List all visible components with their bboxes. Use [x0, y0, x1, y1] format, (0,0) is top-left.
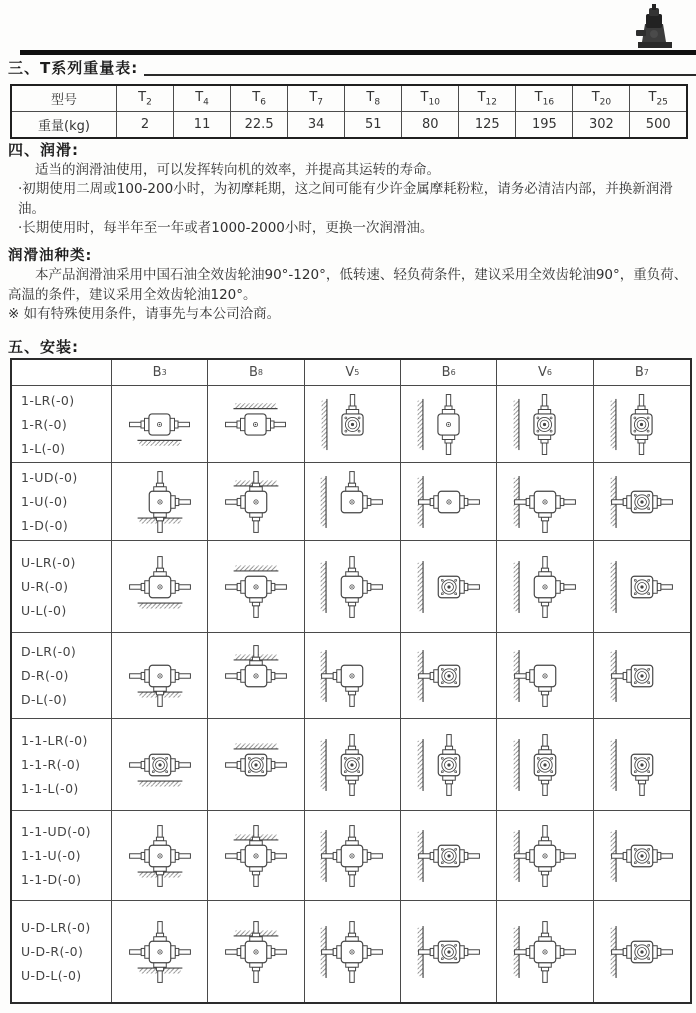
install-drawing-cell: [497, 719, 593, 811]
weight-value-cell: 11: [174, 112, 231, 139]
gearbox-drawing-icon: [406, 553, 492, 621]
install-drawing-cell: [401, 541, 497, 633]
install-drawing-cell: [305, 901, 401, 1002]
gearbox-drawing-icon: [406, 822, 492, 890]
gearbox-drawing-icon: [502, 391, 587, 458]
gearbox-drawing-icon: [599, 822, 685, 890]
install-drawing-cell: [112, 541, 208, 633]
install-corner-cell: [12, 360, 112, 386]
install-drawing-cell: [497, 463, 593, 541]
weight-value-cell: 22.5: [231, 112, 288, 139]
install-row-label: [12, 719, 112, 811]
install-drawing-cell: [208, 633, 304, 719]
install-row-label-line: 1-1-L(-0): [21, 781, 79, 796]
gearbox-drawing-icon: [406, 391, 491, 458]
lubricant-types-text: 本产品润滑油采用中国石油全效齿轮油90°-120°，低转速、轻负荷条件，建议采用全效齿轮油90°，重负荷、高温的条件，建议采用全效齿轮油120°。: [8, 267, 688, 303]
install-col-header-b6: B 6: [401, 360, 497, 386]
gearbox-drawing-icon: [213, 822, 299, 890]
install-drawing-cell: [594, 541, 690, 633]
gearbox-drawing-icon: [213, 731, 299, 799]
gearbox-drawing-icon: [309, 731, 395, 799]
weight-value-cell: 80: [402, 112, 459, 139]
install-drawing-cell: [112, 633, 208, 719]
weight-value-cell: 51: [345, 112, 402, 139]
weight-table-model-row: [11, 85, 687, 112]
model-cell: $T_{12}$: [459, 85, 516, 112]
install-drawing-cell: [305, 386, 401, 463]
gearbox-drawing-icon: [213, 642, 299, 710]
gearbox-drawing-icon: [309, 468, 395, 536]
gearbox-drawing-icon: [502, 822, 588, 890]
gearbox-drawing-icon: [406, 468, 492, 536]
weight-value-cell: 34: [288, 112, 345, 139]
install-drawing-cell: [594, 811, 690, 901]
install-drawing-cell: [594, 719, 690, 811]
install-col-header-b3: B 3: [112, 360, 208, 386]
install-drawing-cell: [594, 901, 690, 1002]
gearbox-drawing-icon: [309, 553, 395, 621]
model-cell: $T_4$: [174, 85, 231, 112]
gearbox-drawing-icon: [117, 822, 203, 890]
model-cell: $T_8$: [345, 85, 402, 112]
install-drawing-cell: [594, 463, 690, 541]
install-row-label: [12, 633, 112, 719]
gearbox-drawing-icon: [599, 391, 684, 458]
install-drawing-cell: [497, 811, 593, 901]
install-drawing-cell: [594, 633, 690, 719]
gearbox-drawing-icon: [406, 918, 492, 986]
lubrication-bullet-1: ·初期使用二周或100-200小时，为初摩耗期，这之间可能有少许金属摩耗粉粒，请务必清洁内部，并换新润滑油。: [18, 181, 673, 217]
install-row-label-line: 1-1-U(-0): [21, 848, 81, 863]
gearbox-drawing-icon: [599, 731, 685, 799]
install-row-label-line: 1-UD(-0): [21, 470, 78, 485]
model-cell: $T_{20}$: [573, 85, 630, 112]
install-drawing-cell: [305, 541, 401, 633]
gearbox-drawing-icon: [117, 553, 203, 621]
model-cell: $T_{25}$: [630, 85, 687, 112]
install-col-header-b7: B 7: [594, 360, 690, 386]
install-drawing-cell: [305, 719, 401, 811]
install-row-label: [12, 541, 112, 633]
install-drawing-cell: [401, 811, 497, 901]
install-drawing-cell: [112, 901, 208, 1002]
weight-value-cell: 302: [573, 112, 630, 139]
gearbox-drawing-icon: [406, 731, 492, 799]
install-drawing-cell: [305, 811, 401, 901]
gearbox-drawing-icon: [213, 553, 299, 621]
install-drawing-cell: [208, 386, 304, 463]
weight-table-weight-row: [11, 112, 687, 139]
model-cell: $T_7$: [288, 85, 345, 112]
install-col-header-v5: V 5: [305, 360, 401, 386]
lubrication-heading: 四、润滑:: [8, 141, 79, 159]
gearbox-drawing-icon: [599, 918, 685, 986]
install-row-label-line: 1-1-D(-0): [21, 872, 82, 887]
install-drawing-cell: [305, 463, 401, 541]
install-drawing-cell: [497, 633, 593, 719]
installation-heading: 五、安装:: [8, 338, 79, 356]
installation-table: [10, 358, 692, 1004]
install-col-header-v6: V 6: [497, 360, 593, 386]
weight-value-cell: 195: [516, 112, 573, 139]
gearbox-drawing-icon: [502, 553, 588, 621]
install-drawing-cell: [112, 811, 208, 901]
install-drawing-cell: [208, 719, 304, 811]
install-row-label-line: D-L(-0): [21, 692, 68, 707]
install-row-label: [12, 901, 112, 1002]
special-conditions-note: ※ 如有特殊使用条件，请事先与本公司洽商。: [8, 306, 281, 322]
install-row-label: [12, 811, 112, 901]
gearbox-drawing-icon: [309, 642, 395, 710]
gearbox-drawing-icon: [502, 642, 588, 710]
install-drawing-cell: [112, 386, 208, 463]
install-drawing-cell: [401, 386, 497, 463]
install-drawing-cell: [208, 901, 304, 1002]
install-row-label-line: D-LR(-0): [21, 644, 77, 659]
gearbox-drawing-icon: [213, 468, 299, 536]
install-row-label-line: 1-L(-0): [21, 440, 66, 456]
install-drawing-cell: [401, 463, 497, 541]
install-row-label-line: U-D-R(-0): [21, 944, 84, 959]
install-row-label-line: 1-1-R(-0): [21, 757, 81, 772]
gearbox-drawing-icon: [310, 391, 395, 458]
install-row-label-line: U-D-L(-0): [21, 968, 82, 983]
weight-table: [10, 84, 688, 139]
install-drawing-cell: [401, 633, 497, 719]
install-drawing-cell: [401, 901, 497, 1002]
lubrication-section: [8, 141, 688, 325]
install-row-label-line: 1-LR(-0): [21, 392, 75, 408]
install-drawing-cell: [112, 719, 208, 811]
gearbox-drawing-icon: [406, 642, 492, 710]
gearbox-drawing-icon: [117, 642, 203, 710]
gearbox-drawing-icon: [502, 918, 588, 986]
gearbox-drawing-icon: [502, 468, 588, 536]
gearbox-drawing-icon: [213, 918, 299, 986]
install-row-label: [12, 463, 112, 541]
gearbox-drawing-icon: [117, 391, 202, 458]
install-drawing-cell: [208, 541, 304, 633]
install-row-label-line: U-D-LR(-0): [21, 920, 91, 935]
heading-rule: [144, 74, 696, 76]
install-row-label-line: U-R(-0): [21, 579, 69, 594]
model-cell: $T_6$: [231, 85, 288, 112]
install-drawing-cell: [497, 541, 593, 633]
weight-value-cell: 500: [630, 112, 687, 139]
install-drawing-cell: [401, 719, 497, 811]
lubrication-intro: 适当的润滑油使用，可以发挥转向机的效率，并提高其运转的寿命。: [35, 161, 440, 178]
gearbox-drawing-icon: [309, 822, 395, 890]
install-row-label-line: 1-1-LR(-0): [21, 733, 88, 748]
gearbox-drawing-icon: [117, 731, 203, 799]
install-row-label-line: 1-1-UD(-0): [21, 824, 91, 839]
install-row-label: [12, 386, 112, 463]
model-cell: $T_{16}$: [516, 85, 573, 112]
gearbox-drawing-icon: [117, 468, 203, 536]
gearbox-drawing-icon: [213, 391, 298, 458]
weight-label-cell: 重量(kg): [11, 112, 117, 139]
lubricant-types-heading: 润滑油种类:: [8, 247, 93, 264]
gearbox-drawing-icon: [599, 553, 685, 621]
model-label-cell: 型号: [11, 85, 117, 112]
gearbox-product-photo: [632, 4, 676, 50]
install-col-header-b8: B 8: [208, 360, 304, 386]
install-row-label-line: U-L(-0): [21, 603, 67, 618]
install-row-label-line: D-R(-0): [21, 668, 69, 683]
install-drawing-cell: [208, 811, 304, 901]
install-drawing-cell: [497, 901, 593, 1002]
gearbox-drawing-icon: [599, 468, 685, 536]
model-cell: $T_{10}$: [402, 85, 459, 112]
install-drawing-cell: [112, 463, 208, 541]
weights-heading: 三、T系列重量表:: [8, 59, 139, 77]
gearbox-drawing-icon: [599, 642, 685, 710]
install-row-label-line: 1-R(-0): [21, 416, 68, 432]
gearbox-drawing-icon: [117, 918, 203, 986]
install-drawing-cell: [594, 386, 690, 463]
model-cell: $T_2$: [117, 85, 174, 112]
install-drawing-cell: [497, 386, 593, 463]
weight-value-cell: 2: [117, 112, 174, 139]
gearbox-drawing-icon: [502, 731, 588, 799]
install-row-label-line: U-LR(-0): [21, 555, 76, 570]
install-drawing-cell: [305, 633, 401, 719]
top-divider-bar: [20, 50, 696, 55]
weight-value-cell: 125: [459, 112, 516, 139]
lubrication-bullet-2: ·长期使用时，每半年至一年或者1000-2000小时，更换一次润滑油。: [18, 220, 434, 236]
install-drawing-cell: [208, 463, 304, 541]
gearbox-drawing-icon: [309, 918, 395, 986]
install-row-label-line: 1-D(-0): [21, 518, 69, 533]
install-row-label-line: 1-U(-0): [21, 494, 68, 509]
